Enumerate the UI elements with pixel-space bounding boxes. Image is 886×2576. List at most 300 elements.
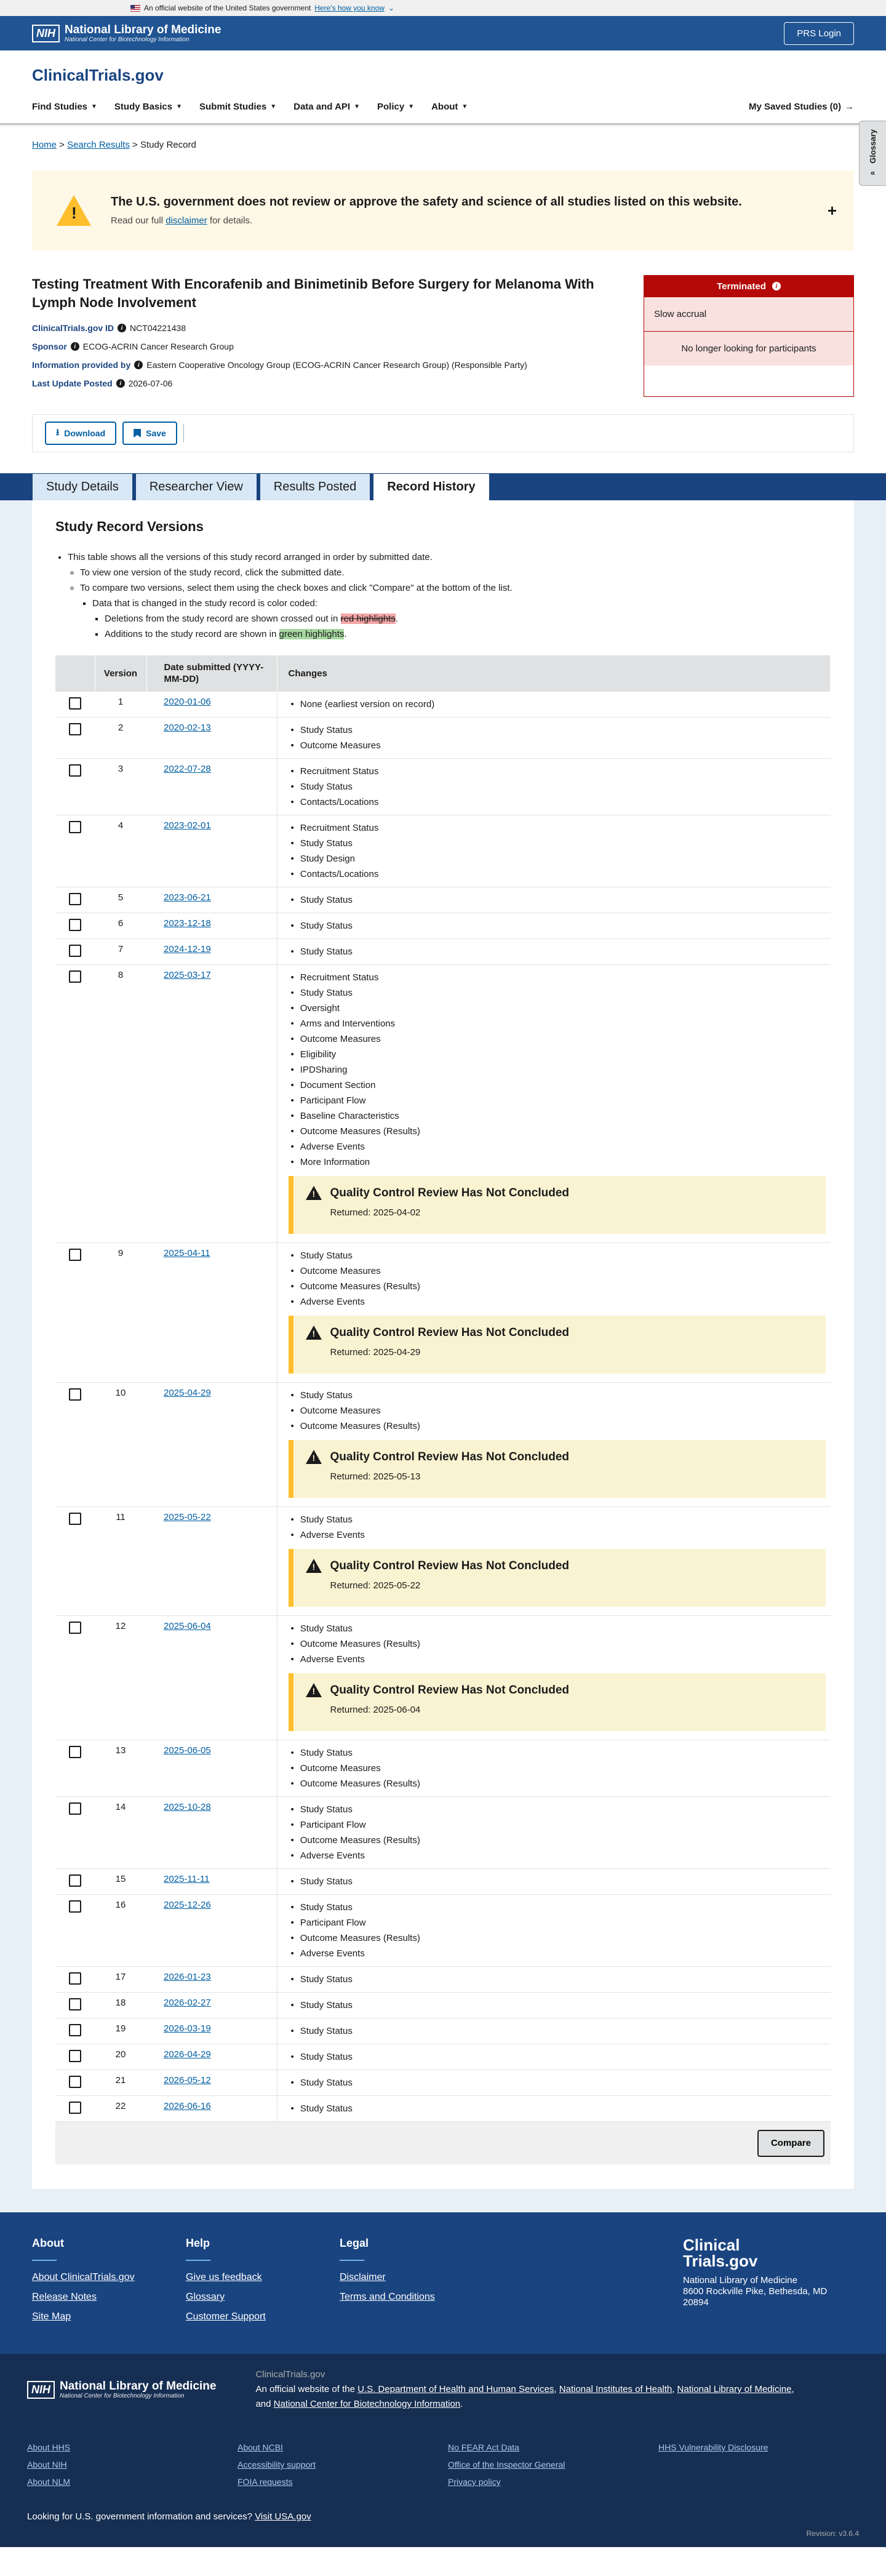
version-checkbox[interactable] (69, 1513, 81, 1525)
changes-list (289, 1745, 826, 1791)
version-number: 19 (95, 2018, 146, 2044)
address-line: 8600 Rockville Pike, Bethesda, MD (683, 2286, 828, 2297)
change-item: • More Information (289, 1154, 826, 1170)
table-row (55, 939, 831, 965)
col-date: Date submitted (YYYY-MM-DD) (146, 655, 277, 692)
version-checkbox[interactable] (69, 1900, 81, 1913)
footer-legal (340, 2237, 493, 2354)
version-checkbox[interactable] (69, 1874, 81, 1887)
version-date-link[interactable]: 2025-06-05 (164, 1745, 211, 1756)
changes-list (289, 1972, 826, 1987)
version-date-link[interactable]: 2025-11-11 (164, 1874, 210, 1884)
change-item: • Outcome Measures (Results) (289, 1776, 826, 1791)
change-item: • Study Status (289, 1972, 826, 1987)
footer-heading: About (32, 2237, 64, 2249)
warning-icon (306, 1186, 322, 1200)
hhs-link[interactable]: U.S. Department of Health and Human Services (357, 2384, 554, 2394)
change-item: • Outcome Measures (Results) (289, 1418, 826, 1434)
status-label (644, 276, 853, 297)
meta-label: Last Update Posted (32, 378, 113, 388)
table-row (55, 1895, 831, 1967)
breadcrumb-home[interactable]: Home (32, 140, 57, 150)
qc-title: Quality Control Review Has Not Concluded (330, 1559, 569, 1572)
qc-alert (289, 1440, 826, 1498)
version-number: 22 (95, 2096, 146, 2122)
nav-study-basics[interactable] (114, 102, 182, 112)
chevron-down-icon[interactable]: ⌄ (388, 4, 395, 12)
change-item: • Participant Flow (289, 1915, 826, 1930)
change-item: • Outcome Measures (289, 1031, 826, 1047)
bookmark-icon (134, 429, 141, 438)
version-checkbox[interactable] (69, 1249, 81, 1261)
save-button[interactable] (122, 422, 177, 445)
changes-list (289, 892, 826, 908)
footer-nlm (0, 2354, 886, 2547)
divider (340, 2260, 364, 2261)
changes-list (289, 1388, 826, 1434)
breadcrumb: Home > Search Results > Study Record (32, 140, 196, 150)
info-icon[interactable]: i (772, 282, 781, 290)
tab-record-history[interactable]: Record History (373, 473, 489, 500)
chevron-down-icon: ▼ (270, 103, 277, 110)
version-date-link[interactable]: 2026-05-12 (164, 2075, 211, 2086)
version-date-link[interactable]: 2025-04-11 (164, 1248, 210, 1258)
action-bar (32, 414, 854, 452)
version-date-link[interactable]: 2023-02-01 (164, 820, 211, 831)
versions-heading: Study Record Versions (55, 519, 204, 534)
changes-list (289, 1512, 826, 1543)
change-item: • Outcome Measures (Results) (289, 1279, 826, 1294)
saved-studies-link[interactable] (749, 102, 854, 112)
version-checkbox[interactable] (69, 1746, 81, 1758)
info-provided-value: Eastern Cooperative Oncology Group (ECOG-ACRIN Cancer Research Group) (Responsible Party) (146, 360, 527, 370)
change-item: • Study Status (289, 1512, 826, 1527)
change-item: • Study Status (289, 1874, 826, 1889)
sponsor-value: ECOG-ACRIN Cancer Research Group (82, 342, 234, 351)
version-date-link[interactable]: 2020-01-06 (164, 697, 211, 707)
col-select (55, 655, 95, 692)
ct-logo-a: Clinical (32, 66, 89, 84)
ncbi-link[interactable]: National Center for Biotechnology Information (273, 2399, 461, 2409)
versions-panel (32, 500, 854, 2189)
table-row (55, 1383, 831, 1507)
save-label: Save (146, 428, 166, 438)
intro-text: Deletions from the study record are shown crossed out in (105, 614, 338, 624)
footer-gov-link[interactable]: HHS Vulnerability Disclosure (658, 2442, 768, 2452)
change-item: • Participant Flow (289, 1093, 826, 1108)
version-number: 14 (95, 1797, 146, 1869)
version-number: 18 (95, 1993, 146, 2018)
change-item: • Adverse Events (289, 1848, 826, 1863)
change-item: • Baseline Characteristics (289, 1108, 826, 1124)
version-date-link[interactable]: 2025-12-26 (164, 1900, 211, 1910)
nav-policy[interactable] (377, 102, 414, 112)
changes-list (289, 2101, 826, 2116)
and-text: and (255, 2399, 271, 2409)
footer-help (186, 2237, 340, 2354)
table-row (55, 1740, 831, 1797)
footer-link[interactable]: Release Notes (32, 2292, 97, 2302)
table-row (55, 1797, 831, 1869)
version-number: 3 (95, 759, 146, 815)
change-item: • Study Status (289, 2049, 826, 2065)
table-row (55, 887, 831, 913)
intro-text: Additions to the study record are shown in (105, 629, 277, 639)
arrow-right-icon: → (845, 101, 854, 112)
compare-button[interactable]: Compare (757, 2130, 824, 2157)
tab-study-details[interactable]: Study Details (32, 473, 133, 500)
change-item: • Study Status (289, 944, 826, 959)
qc-returned: Returned: 2025-04-29 (330, 1347, 421, 1358)
change-item: • Outcome Measures (Results) (289, 1833, 826, 1848)
version-checkbox[interactable] (69, 1998, 81, 2010)
change-item: • Study Status (289, 1248, 826, 1263)
change-item: • Study Status (289, 1621, 826, 1636)
glossary-tab[interactable] (859, 121, 886, 186)
change-item: • Recruitment Status (289, 820, 826, 836)
qc-title: Quality Control Review Has Not Concluded (330, 1326, 569, 1339)
version-number: 6 (95, 913, 146, 939)
glossary-label: Glossary (868, 129, 877, 164)
change-item: • Arms and Interventions (289, 1016, 826, 1031)
usa-gov-row (27, 2511, 859, 2522)
table-row (55, 913, 831, 939)
change-item: • Study Status (289, 892, 826, 908)
disclaimer-text (111, 215, 742, 226)
divider (183, 424, 184, 442)
version-date-link[interactable]: 2026-06-16 (164, 2101, 211, 2111)
change-item: • Study Status (289, 2023, 826, 2039)
meta-label: Sponsor (32, 342, 67, 351)
footer-link[interactable]: Site Map (32, 2311, 71, 2322)
version-number: 7 (95, 939, 146, 965)
official-pre: An official website of the (255, 2384, 355, 2394)
qc-returned: Returned: 2025-05-22 (330, 1580, 421, 1591)
change-item: • Study Status (289, 1388, 826, 1403)
change-item: • Study Status (289, 1802, 826, 1817)
change-item: • Adverse Events (289, 1527, 826, 1543)
warning-icon (306, 1450, 322, 1464)
table-row (55, 2018, 831, 2044)
table-row (55, 1967, 831, 1993)
table-row (55, 2044, 831, 2070)
footer-gov-link[interactable]: Accessibility support (237, 2460, 316, 2470)
nav-find-studies[interactable] (32, 102, 97, 112)
qc-alert (289, 1176, 826, 1234)
footer-site-name: ClinicalTrials.gov (255, 2369, 325, 2380)
changes-list (289, 1248, 826, 1310)
footer-gov-link[interactable]: About HHS (27, 2442, 71, 2452)
qc-alert (289, 1316, 826, 1374)
table-row (55, 692, 831, 718)
info-icon[interactable]: i (71, 342, 79, 351)
chevron-down-icon: ▼ (408, 103, 415, 110)
change-item: • Oversight (289, 1001, 826, 1016)
version-checkbox[interactable] (69, 1802, 81, 1815)
version-date-link[interactable]: 2025-10-28 (164, 1802, 211, 1812)
warning-icon (57, 195, 91, 226)
nlm-subtitle: National Center for Biotechnology Information (65, 36, 190, 43)
changes-list (289, 2023, 826, 2039)
qc-alert (289, 1673, 826, 1731)
version-date-link[interactable]: 2023-12-18 (164, 918, 211, 929)
nih-link[interactable]: National Institutes of Health (559, 2384, 672, 2394)
footer-nlm-logo[interactable] (27, 2367, 216, 2412)
version-checkbox[interactable] (69, 697, 81, 710)
download-button[interactable] (45, 422, 116, 445)
version-checkbox[interactable] (69, 2076, 81, 2088)
usa-gov-link[interactable]: Visit USA.gov (255, 2511, 311, 2522)
nlm-header (0, 16, 886, 50)
version-number: 10 (95, 1383, 146, 1507)
nav-label: Policy (377, 101, 405, 112)
nlm-name: National Library of Medicine (60, 2379, 217, 2393)
change-item: • Contacts/Locations (289, 794, 826, 810)
version-checkbox[interactable] (69, 2024, 81, 2036)
qc-alert (289, 1549, 826, 1607)
version-number: 16 (95, 1895, 146, 1967)
ct-logo[interactable] (32, 50, 854, 90)
footer-logo-a: Clinical (683, 2236, 740, 2254)
versions-table-body (55, 692, 831, 2122)
footer-logo-b: Trials.gov (683, 2252, 758, 2270)
sponsor-row (32, 342, 617, 351)
qc-title: Quality Control Review Has Not Concluded (330, 1186, 569, 1199)
nav-data-api[interactable] (293, 102, 360, 112)
nav-label: Find Studies (32, 101, 87, 112)
change-item: • Recruitment Status (289, 764, 826, 779)
revision: Revision: v3.6.4 (806, 2529, 859, 2538)
download-icon: ⭳ (56, 426, 60, 438)
version-checkbox[interactable] (69, 764, 81, 777)
breadcrumb-search[interactable]: Search Results (67, 140, 130, 150)
nlm-name: National Library of Medicine (65, 23, 222, 36)
nav-label: Study Basics (114, 101, 173, 112)
disclaimer-link[interactable]: disclaimer (166, 215, 207, 226)
version-checkbox[interactable] (69, 945, 81, 957)
version-checkbox[interactable] (69, 919, 81, 931)
footer-link[interactable]: Give us feedback (186, 2272, 262, 2282)
saved-studies-label: My Saved Studies (0) (748, 101, 841, 112)
change-item: • Eligibility (289, 1047, 826, 1062)
table-row (55, 1507, 831, 1616)
change-item: • Outcome Measures (Results) (289, 1124, 826, 1139)
status-box (644, 275, 854, 397)
version-number: 4 (95, 815, 146, 887)
intro-item: ▪ Data that is changed in the study record is color coded: (92, 596, 831, 611)
table-row (55, 1869, 831, 1895)
double-chevron-left-icon: « (870, 168, 876, 178)
version-date-link[interactable]: 2026-01-23 (164, 1972, 211, 1982)
nav-submit-studies[interactable] (199, 102, 276, 112)
version-number: 2 (95, 718, 146, 759)
version-checkbox[interactable] (69, 1622, 81, 1634)
warning-icon (306, 1683, 322, 1697)
heres-how-link[interactable]: Here's how you know (314, 4, 385, 12)
version-checkbox[interactable] (69, 821, 81, 833)
warning-icon (306, 1326, 322, 1340)
footer-heading: Legal (340, 2237, 369, 2249)
version-date-link[interactable]: 2020-02-13 (164, 722, 211, 733)
version-checkbox[interactable] (69, 970, 81, 983)
table-row (55, 815, 831, 887)
version-checkbox[interactable] (69, 2050, 81, 2062)
qc-title: Quality Control Review Has Not Concluded (330, 1683, 569, 1697)
change-item: • Study Status (289, 1900, 826, 1915)
change-item: • None (earliest version on record) (289, 697, 826, 712)
usa-pre: Looking for U.S. government information and services? (27, 2511, 253, 2522)
footer-heading: Help (186, 2237, 210, 2249)
content-area (0, 500, 886, 2212)
compare-row (55, 2121, 831, 2164)
intro-item: ◦ To view one version of the study record, click the submitted date. (80, 565, 831, 580)
version-number: 12 (95, 1616, 146, 1740)
footer-gov-link[interactable]: About NIH (27, 2460, 67, 2470)
changes-list (289, 1621, 826, 1667)
info-provided-row (32, 360, 617, 370)
footer-gov-link[interactable]: About NLM (27, 2477, 71, 2487)
footer-link[interactable]: About ClinicalTrials.gov (32, 2272, 135, 2282)
footer-link[interactable]: Terms and Conditions (340, 2292, 435, 2302)
version-checkbox[interactable] (69, 1388, 81, 1401)
table-row (55, 965, 831, 1243)
version-date-link[interactable]: 2023-06-21 (164, 892, 211, 903)
changes-list (289, 970, 826, 1170)
change-item: • Study Status (289, 779, 826, 794)
qc-returned: Returned: 2025-06-04 (330, 1705, 421, 1715)
footer-about (32, 2237, 186, 2354)
info-icon[interactable]: i (116, 379, 125, 388)
version-date-link[interactable]: 2025-03-17 (164, 970, 211, 980)
version-checkbox[interactable] (69, 893, 81, 905)
version-date-link[interactable]: 2026-03-19 (164, 2023, 211, 2034)
changes-list (289, 918, 826, 934)
changes-list (289, 2049, 826, 2065)
version-number: 17 (95, 1967, 146, 1993)
col-version: Version (95, 655, 146, 692)
version-date-link[interactable]: 2022-07-28 (164, 764, 211, 774)
tab-researcher-view[interactable]: Researcher View (135, 473, 257, 500)
us-flag-icon (130, 5, 140, 12)
chevron-down-icon: ▼ (91, 103, 97, 110)
footer-logo[interactable] (683, 2237, 827, 2269)
change-item: • Outcome Measures (289, 1761, 826, 1776)
footer-gov-link[interactable]: Privacy policy (448, 2477, 501, 2487)
version-number: 13 (95, 1740, 146, 1797)
download-label: Download (64, 428, 106, 438)
version-checkbox[interactable] (69, 1972, 81, 1985)
version-number: 5 (95, 887, 146, 913)
disclaimer-pre: Read our full (111, 215, 164, 226)
chevron-down-icon: ▼ (461, 103, 468, 110)
version-checkbox[interactable] (69, 723, 81, 735)
table-row (55, 1243, 831, 1383)
version-number: 1 (95, 692, 146, 718)
nih-logo-icon: NIH (27, 2381, 55, 2399)
versions-intro (55, 550, 831, 642)
version-date-link[interactable]: 2026-02-27 (164, 1998, 211, 2008)
divider (186, 2260, 210, 2261)
version-date-link[interactable]: 2025-06-04 (164, 1621, 211, 1631)
table-row (55, 1993, 831, 2018)
version-number: 20 (95, 2044, 146, 2070)
change-item: • Study Status (289, 1745, 826, 1761)
status-reason: Slow accrual (644, 297, 853, 331)
changes-list (289, 1900, 826, 1961)
version-number: 9 (95, 1243, 146, 1383)
change-item: • Outcome Measures (Results) (289, 1930, 826, 1946)
change-item: • IPDSharing (289, 1062, 826, 1078)
change-item: • Study Status (289, 722, 826, 738)
footer-link[interactable]: Customer Support (186, 2311, 266, 2322)
versions-table (55, 655, 831, 2121)
footer-link[interactable]: Disclaimer (340, 2272, 386, 2282)
study-id: NCT04221438 (130, 323, 186, 333)
gov-banner-text: An official website of the United States government (144, 4, 311, 12)
footer (0, 2212, 886, 2354)
tab-results-posted[interactable]: Results Posted (260, 473, 371, 500)
footer-link[interactable]: Glossary (186, 2292, 225, 2302)
change-item: • Outcome Measures (289, 1263, 826, 1279)
col-changes: Changes (277, 655, 831, 692)
prs-login-button[interactable]: PRS Login (784, 22, 854, 45)
changes-list (289, 820, 826, 882)
footer-gov-link[interactable]: Office of the Inspector General (448, 2460, 565, 2470)
table-row (55, 718, 831, 759)
version-date-link[interactable]: 2026-04-29 (164, 2049, 211, 2060)
green-highlight-sample: green highlights (279, 629, 345, 639)
qc-returned: Returned: 2025-05-13 (330, 1471, 421, 1482)
main-nav (32, 90, 854, 123)
plus-icon[interactable]: + (827, 201, 837, 220)
address-line: National Library of Medicine (683, 2275, 797, 2286)
info-icon[interactable]: i (134, 361, 143, 369)
version-checkbox[interactable] (69, 2102, 81, 2114)
table-row (55, 2096, 831, 2122)
study-header (0, 250, 886, 397)
study-id-row (32, 323, 617, 333)
footer-gov-link[interactable]: No FEAR Act Data (448, 2442, 519, 2452)
disclaimer-alert (32, 170, 854, 250)
info-icon[interactable]: i (118, 324, 126, 332)
site-header (0, 50, 886, 125)
footer-address (683, 2237, 827, 2308)
nav-label: Data and API (293, 101, 351, 112)
changes-list (289, 2075, 826, 2090)
status-text: Terminated (717, 281, 766, 292)
intro-item: ◦ To compare two versions, select them using the check boxes and click "Compare" at the bottom of the list. (80, 580, 831, 596)
gov-banner (0, 0, 886, 16)
qc-returned: Returned: 2025-04-02 (330, 1207, 421, 1218)
chevron-down-icon: ▼ (176, 103, 183, 110)
version-date-link[interactable]: 2024-12-19 (164, 944, 211, 954)
chevron-down-icon: ▼ (354, 103, 360, 110)
table-row (55, 2070, 831, 2096)
meta-label: ClinicalTrials.gov ID (32, 323, 114, 333)
nlm-link[interactable]: National Library of Medicine (677, 2384, 792, 2394)
footer-gov-link[interactable]: FOIA requests (237, 2477, 293, 2487)
change-item: • Outcome Measures (289, 1403, 826, 1418)
address-line: 20894 (683, 2297, 709, 2308)
version-date-link[interactable]: 2025-05-22 (164, 1512, 211, 1522)
table-row (55, 759, 831, 815)
change-item: • Adverse Events (289, 1652, 826, 1667)
nlm-logo[interactable] (32, 24, 221, 43)
nav-about[interactable] (431, 102, 468, 112)
version-date-link[interactable]: 2025-04-29 (164, 1388, 211, 1398)
divider (32, 2260, 57, 2261)
footer-gov-link[interactable]: About NCBI (237, 2442, 283, 2452)
